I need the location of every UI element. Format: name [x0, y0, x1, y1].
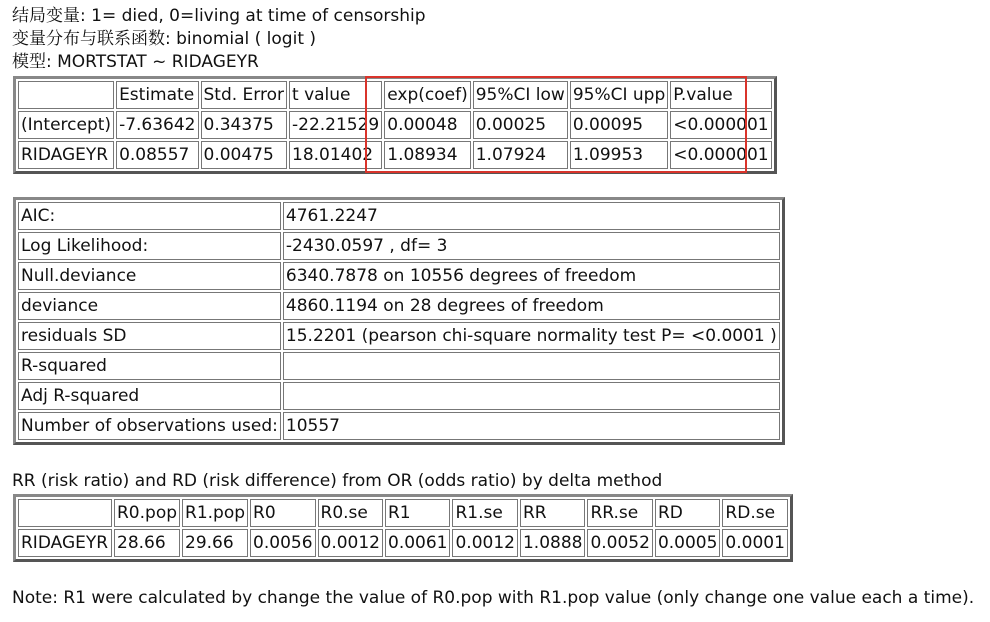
coef-header-row — [18, 81, 772, 109]
rr-header-cell: RD.se — [722, 499, 787, 527]
table-row — [18, 322, 780, 350]
risk-ratio-table — [13, 494, 793, 562]
table-row — [18, 141, 772, 169]
table-row — [18, 382, 780, 410]
coef-header-cell: t value — [289, 81, 382, 109]
stat-label: AIC: — [18, 202, 281, 230]
table-cell: 0.00025 — [473, 111, 568, 139]
table-row — [18, 111, 772, 139]
row-label: (Intercept) — [18, 111, 114, 139]
table-cell: 0.00048 — [384, 111, 470, 139]
outcome-line: 结局变量: 1= died, 0=living at time of censorship — [12, 6, 426, 26]
rr-header-cell: R1.pop — [182, 499, 248, 527]
coef-header-cell: exp(coef) — [384, 81, 470, 109]
table-row — [18, 202, 780, 230]
coef-header-cell — [18, 81, 114, 109]
stat-value: -2430.0597 , df= 3 — [283, 232, 780, 260]
stat-label: Null.deviance — [18, 262, 281, 290]
table-cell: 0.0012 — [318, 529, 383, 557]
table-cell: 0.0012 — [452, 529, 517, 557]
table-cell: 0.0001 — [722, 529, 787, 557]
model-line: 模型: MORTSTAT ~ RIDAGEYR — [12, 52, 259, 72]
rr-header-cell: R0 — [250, 499, 315, 527]
table-cell: 1.08934 — [384, 141, 470, 169]
table-row — [18, 412, 780, 440]
stat-value: 15.2201 (pearson chi-square normality test P= <0.0001 ) — [283, 322, 780, 350]
stat-value: 10557 — [283, 412, 780, 440]
table-cell: -22.21529 — [289, 111, 382, 139]
table-row — [18, 232, 780, 260]
table-cell: 0.34375 — [201, 111, 288, 139]
table-cell: 1.0888 — [520, 529, 585, 557]
table-cell: 0.0056 — [250, 529, 315, 557]
stat-value — [283, 382, 780, 410]
coefficient-table — [13, 76, 777, 174]
coef-header-cell: Std. Error — [201, 81, 288, 109]
rr-header-cell: R0.pop — [114, 499, 180, 527]
coef-header-cell: 95%CI low — [473, 81, 568, 109]
stat-value: 4761.2247 — [283, 202, 780, 230]
rr-header-cell: R1 — [385, 499, 450, 527]
rr-section-title: RR (risk ratio) and RD (risk difference) from OR (odds ratio) by delta method — [12, 471, 663, 491]
row-label: RIDAGEYR — [18, 141, 114, 169]
table-cell: 0.0061 — [385, 529, 450, 557]
table-row — [18, 292, 780, 320]
stat-label: deviance — [18, 292, 281, 320]
rr-header-cell — [18, 499, 112, 527]
rr-header-cell: RR.se — [587, 499, 652, 527]
table-cell: 29.66 — [182, 529, 248, 557]
stat-label: Adj R-squared — [18, 382, 281, 410]
table-cell: 0.00095 — [570, 111, 668, 139]
stat-label: Number of observations used: — [18, 412, 281, 440]
stat-value — [283, 352, 780, 380]
rr-header-cell: RR — [520, 499, 585, 527]
table-row — [18, 352, 780, 380]
table-cell: 18.01402 — [289, 141, 382, 169]
table-cell: 1.07924 — [473, 141, 568, 169]
stat-value: 4860.1194 on 28 degrees of freedom — [283, 292, 780, 320]
table-cell: 0.08557 — [116, 141, 198, 169]
table-cell: 0.0005 — [655, 529, 720, 557]
rr-header-row — [18, 499, 788, 527]
rr-header-cell: RD — [655, 499, 720, 527]
coef-header-cell: Estimate — [116, 81, 198, 109]
table-cell: 1.09953 — [570, 141, 668, 169]
model-fit-table — [13, 197, 785, 445]
table-cell: <0.000001 — [670, 111, 771, 139]
coef-header-cell: P.value — [670, 81, 771, 109]
rr-header-cell: R1.se — [452, 499, 517, 527]
table-cell: -7.63642 — [116, 111, 198, 139]
row-label: RIDAGEYR — [18, 529, 112, 557]
distribution-line: 变量分布与联系函数: binomial ( logit ) — [12, 29, 317, 49]
stat-label: residuals SD — [18, 322, 281, 350]
note-text: Note: R1 were calculated by change the value of R0.pop with R1.pop value (only change one value each a time). — [12, 588, 975, 608]
table-cell: <0.000001 — [670, 141, 771, 169]
table-cell: 0.0052 — [587, 529, 652, 557]
stat-label: R-squared — [18, 352, 281, 380]
stat-value: 6340.7878 on 10556 degrees of freedom — [283, 262, 780, 290]
table-cell: 28.66 — [114, 529, 180, 557]
table-row — [18, 262, 780, 290]
coef-header-cell: 95%CI upp — [570, 81, 668, 109]
stat-label: Log Likelihood: — [18, 232, 281, 260]
table-cell: 0.00475 — [201, 141, 288, 169]
rr-header-cell: R0.se — [318, 499, 383, 527]
table-row — [18, 529, 788, 557]
